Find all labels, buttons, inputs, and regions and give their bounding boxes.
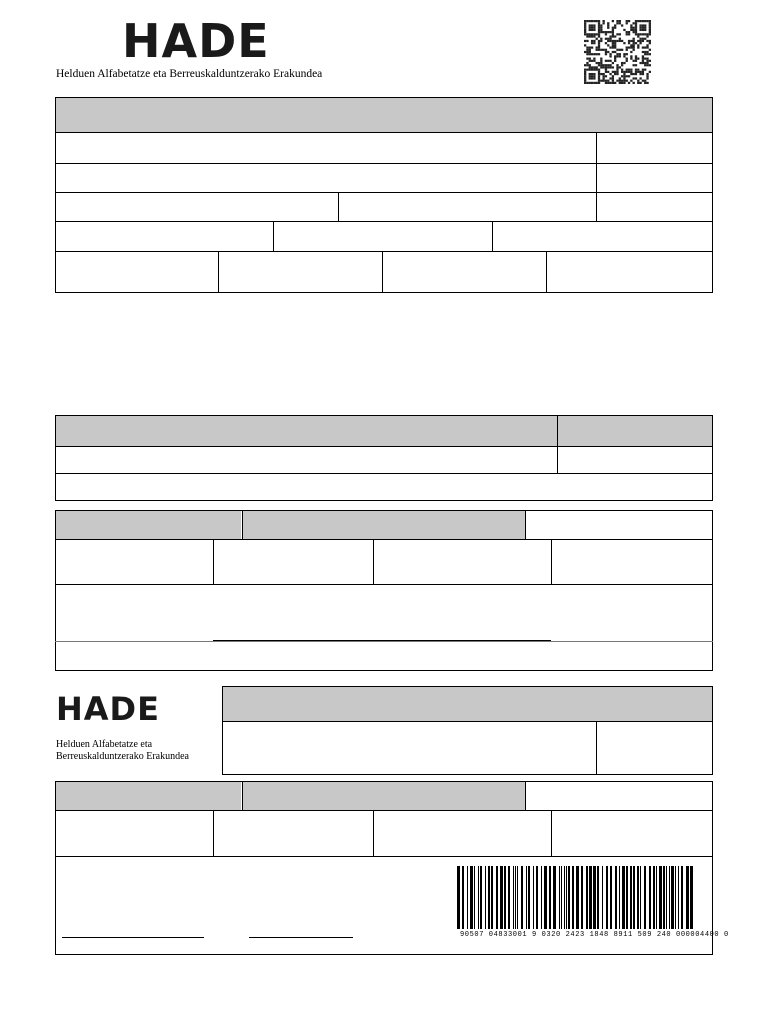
form3-header-cell-a bbox=[56, 511, 241, 539]
qr-code bbox=[584, 20, 651, 84]
form1-field-row5-b[interactable] bbox=[219, 252, 381, 292]
hade-logo-small: HADE bbox=[56, 690, 160, 728]
form4-header-bar bbox=[222, 686, 713, 722]
form1-field-row5-d[interactable] bbox=[547, 252, 712, 292]
form1-field-row3-a[interactable] bbox=[56, 193, 337, 220]
form5-header-cell-b bbox=[243, 782, 525, 810]
form1-field-row1-narrow[interactable] bbox=[597, 133, 712, 162]
form5-field-row1-c[interactable] bbox=[374, 811, 550, 855]
form5-field-header-c[interactable] bbox=[527, 782, 712, 810]
form3-header-cell-b bbox=[243, 511, 525, 539]
form1-field-row3-b[interactable] bbox=[339, 193, 595, 220]
barcode bbox=[457, 866, 695, 929]
barcode-number: 90507 04833001 9 0320 2423 1848 8911 509 240 000004400 0 bbox=[460, 931, 729, 939]
form1-field-row4-c[interactable] bbox=[493, 222, 712, 250]
form1-field-row4-b[interactable] bbox=[274, 222, 491, 250]
form1-field-row4-a[interactable] bbox=[56, 222, 272, 250]
form5-field-row1-d[interactable] bbox=[552, 811, 712, 855]
form3-field-row2[interactable] bbox=[56, 585, 712, 640]
form2-header-bar bbox=[55, 415, 713, 447]
form1-field-row5-c[interactable] bbox=[383, 252, 545, 292]
signature-line-1[interactable] bbox=[62, 937, 204, 938]
form5-field-row1-a[interactable] bbox=[56, 811, 212, 855]
org-name-line1: Helduen Alfabetatze eta bbox=[56, 739, 153, 750]
form5-header-cell-a bbox=[56, 782, 241, 810]
form1-field-row2-narrow[interactable] bbox=[597, 164, 712, 191]
form3-field-row1-c[interactable] bbox=[374, 540, 550, 583]
form3-field-row1-b[interactable] bbox=[214, 540, 372, 583]
form3-field-row1-d[interactable] bbox=[552, 540, 712, 583]
form1-field-row2-wide[interactable] bbox=[56, 164, 595, 191]
org-name-line2: Berreuskalduntzerako Erakundea bbox=[56, 751, 189, 762]
signature-line-2[interactable] bbox=[249, 937, 353, 938]
form3-field-row3[interactable] bbox=[56, 642, 712, 670]
form5-field-row1-b[interactable] bbox=[214, 811, 372, 855]
form2-field-row1-wide[interactable] bbox=[56, 447, 556, 472]
form4-field-narrow[interactable] bbox=[597, 722, 712, 774]
form1-field-row3-c[interactable] bbox=[597, 193, 712, 220]
org-name: Helduen Alfabetatze eta Berreuskalduntzerako Erakundea bbox=[56, 68, 323, 80]
form1-field-row5-a[interactable] bbox=[56, 252, 217, 292]
form4-field-wide[interactable] bbox=[223, 722, 595, 774]
form2-field-row1-narrow[interactable] bbox=[558, 447, 712, 472]
hade-logo: HADE bbox=[122, 14, 270, 68]
form3-field-header-c[interactable] bbox=[527, 511, 712, 539]
form3-field-row1-a[interactable] bbox=[56, 540, 212, 583]
form1-header-bar bbox=[55, 97, 713, 133]
form2-field-row2[interactable] bbox=[56, 474, 712, 500]
form1-field-row1-wide[interactable] bbox=[56, 133, 595, 162]
